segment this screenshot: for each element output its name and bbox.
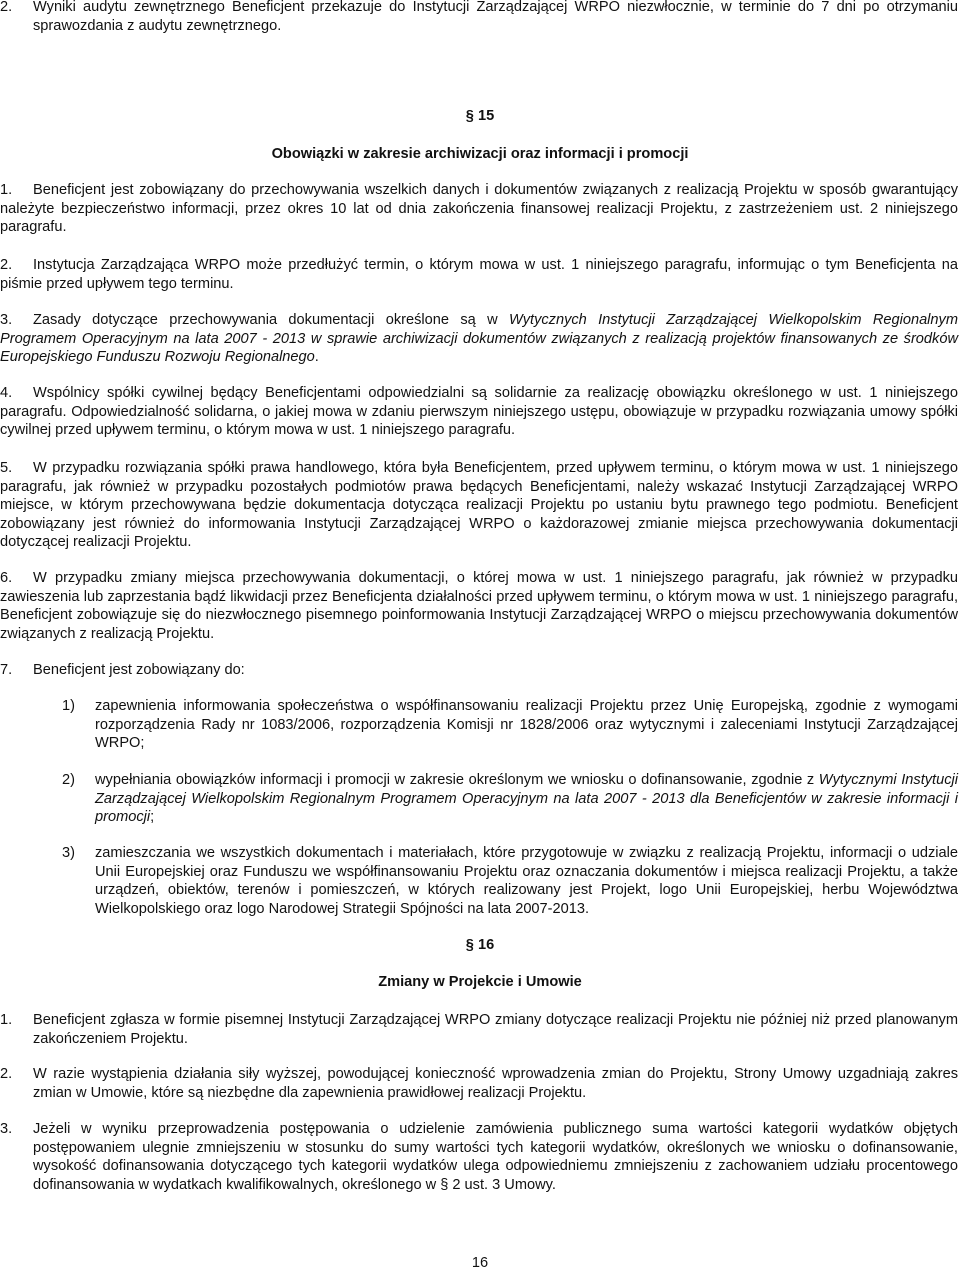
item-number: 7.	[0, 662, 13, 678]
subitem-number: 2)	[62, 772, 75, 788]
section-15-title: Obowiązki w zakresie archiwizacji oraz informacji i promocji	[271, 146, 689, 162]
item-text: Wyniki audytu zewnętrznego Beneficjent przekazuje do Instytucji Zarządzającej WRPO niezwłocznie, w terminie do 7 dni po otrzymaniu sprawozdania z audytu zewnętrznego.	[33, 0, 958, 34]
item-text: Jeżeli w wyniku przeprowadzenia postępowania o udzielenie zamówienia publicznego suma wartości kategorii wydatków objętych postępowaniem ulegnie zmniejszeniu w stosunku do sumy wartości tych kategorii wydatków, określonych we wniosku o dofinansowanie, wysokość dofinansowania dotyczącego tych kategorii wydatków ulega odpowiedniemu zmniejszeniu z zachowaniem udziału procentowego dofinansowania w wydatkach kwalifikowalnych, określonego w § 2 ust. 3 Umowy.	[33, 1121, 958, 1193]
item-text: W przypadku rozwiązania spółki prawa handlowego, która była Beneficjentem, przed upływem terminu, o którym mowa w ust. 1 niniejszego paragrafu, jak również w przypadku pozostałych podmiotów prawa będących Beneficjentami, należy wskazać Instytucji Zarządzającej WRPO miejsce, w którym przechowywana będzie dokumentacja dotycząca realizacji Projektu po ustaniu bytu prawnego tego podmiotu. Beneficjent zobowiązany jest również do informowania Instytucji Zarządzającej WRPO o każdorazowej zmianie miejsca przechowywania dokumentacji dotyczącej realizacji Projektu.	[0, 460, 958, 551]
paragraph-audit-results	[0, 0, 958, 35]
item-number: 1.	[0, 182, 13, 198]
item-number: 6.	[0, 570, 13, 586]
section-15-item-4	[0, 384, 958, 440]
item-text: W przypadku zmiany miejsca przechowywania dokumentacji, o której mowa w ust. 1 niniejszego paragrafu, jak również w przypadku zawieszenia lub zaprzestania bądź likwidacji przez Beneficjenta działalności przed upływem terminu, o którym mowa w ust. 1 niniejszego paragrafu, Beneficjent zobowiązuje się do niezwłocznego pisemnego poinformowania Instytucji Zarządzającej WRPO o miejscu przechowywania dokumentów związanych z realizacją Projektu.	[0, 570, 958, 642]
item-text: Beneficjent zgłasza w formie pisemnej Instytucji Zarządzającej WRPO zmiany dotyczące realizacji Projektu nie później niż przed planowanym zakończeniem Projektu.	[33, 1012, 958, 1047]
page-number: 16	[471, 1255, 489, 1271]
guidelines-title: Wytycznych Instytucji Zarządzającej Wielkopolskim Regionalnym Programem Operacyjnym na lata 2007 - 2013 w sprawie archiwizacji dokumentów związanych z realizacją projektów finansowanych ze środków Europejskiego Funduszu Rozwoju Regionalnego	[0, 312, 958, 366]
item-number: 1.	[0, 1012, 13, 1028]
subitem-text-part: wypełniania obowiązków informacji i promocji w zakresie określonym we wniosku o dofinansowanie, zgodnie z	[95, 772, 819, 788]
subitem-text-part: ;	[150, 809, 155, 826]
section-16-item-1	[0, 1011, 958, 1048]
section-15-subitem-1	[62, 697, 958, 753]
item-number: 2.	[0, 1066, 13, 1082]
subitem-text: zamieszczania we wszystkich dokumentach i materiałach, które przygotowuje w związku z realizacją Projektu, informacji o udziale Unii Europejskiej oraz Funduszu we współfinansowaniu Projektu oraz oznaczania dokumentów i miejsca realizacji Projektu, a także urządzeń, obiektów, terenów i pomieszczeń, w których realizowany jest Projekt, logo Unii Europejskiej, herbu Województwa Wielkopolskiego oraz logo Narodowej Strategii Spójności na lata 2007-2013.	[95, 845, 958, 917]
subitem-number: 1)	[62, 698, 75, 714]
section-15-item-2	[0, 256, 958, 293]
section-15-number: § 15	[465, 108, 495, 124]
section-15-item-3	[0, 311, 958, 367]
section-16-title: Zmiany w Projekcie i Umowie	[378, 974, 582, 990]
subitem-text: zapewnienia informowania społeczeństwa o współfinansowaniu realizacji Projektu przez Unię Europejską, zgodnie z wymogami rozporządzenia Rady nr 1083/2006, rozporządzenia Komisji nr 1828/2006 oraz wytycznymi i zaleceniami Instytucji Zarządzającej WRPO;	[95, 698, 958, 752]
section-15-item-5	[0, 459, 958, 552]
section-16-item-2	[0, 1065, 958, 1102]
subitem-number: 3)	[62, 845, 75, 861]
section-15-item-1	[0, 181, 958, 237]
item-text: Wspólnicy spółki cywilnej będący Beneficjentami odpowiedzialni są solidarnie za realizację obowiązku określonego w ust. 1 niniejszego paragrafu. Odpowiedzialność solidarna, o jakiej mowa w zdaniu pierwszym niniejszego ustępu, obowiązuje w przypadku rozwiązania umowy spółki cywilnej przed upływem terminu, o którym mowa w ust. 1 niniejszego paragrafu.	[0, 385, 958, 439]
section-15-item-6	[0, 569, 958, 643]
item-text	[0, 311, 958, 367]
section-15-subitem-2	[62, 771, 958, 827]
item-text-part: .	[314, 349, 319, 366]
item-number: 2.	[0, 0, 13, 15]
item-number: 4.	[0, 385, 13, 401]
item-text-part: Zasady dotyczące przechowywania dokumentacji określone są w	[33, 312, 509, 328]
section-15-subitem-3	[62, 844, 958, 918]
item-number: 5.	[0, 460, 13, 476]
item-text: Instytucja Zarządzająca WRPO może przedłużyć termin, o którym mowa w ust. 1 niniejszego paragrafu, informując o tym Beneficjenta na piśmie przed upływem tego terminu.	[0, 257, 958, 292]
item-text: W razie wystąpienia działania siły wyższej, powodującej konieczność wprowadzenia zmian do Projektu, Strony Umowy uzgadniają zakres zmian w Umowie, które są niezbędne dla zapewnienia prawidłowej realizacji Projektu.	[33, 1066, 958, 1101]
item-number: 2.	[0, 257, 13, 273]
guidelines-title: Wytycznymi Instytucji Zarządzającej Wielkopolskim Regionalnym Programem Operacyjnym na lata 2007 - 2013 dla Beneficjentów w zakresie informacji i promocji	[95, 772, 958, 826]
item-number: 3.	[0, 1121, 13, 1137]
item-text: Beneficjent jest zobowiązany do przechowywania wszelkich danych i dokumentów związanych z realizacją Projektu w sposób gwarantujący należyte bezpieczeństwo informacji, przez okres 10 lat od dnia zakończenia finansowej realizacji Projektu, z zastrzeżeniem ust. 2 niniejszego paragrafu.	[0, 182, 958, 236]
section-16-number: § 16	[465, 937, 495, 953]
section-15-item-7	[0, 661, 958, 680]
item-number: 3.	[0, 312, 13, 328]
subitem-text	[95, 771, 958, 827]
item-text: Beneficjent jest zobowiązany do:	[33, 662, 245, 678]
section-16-item-3	[0, 1120, 958, 1194]
